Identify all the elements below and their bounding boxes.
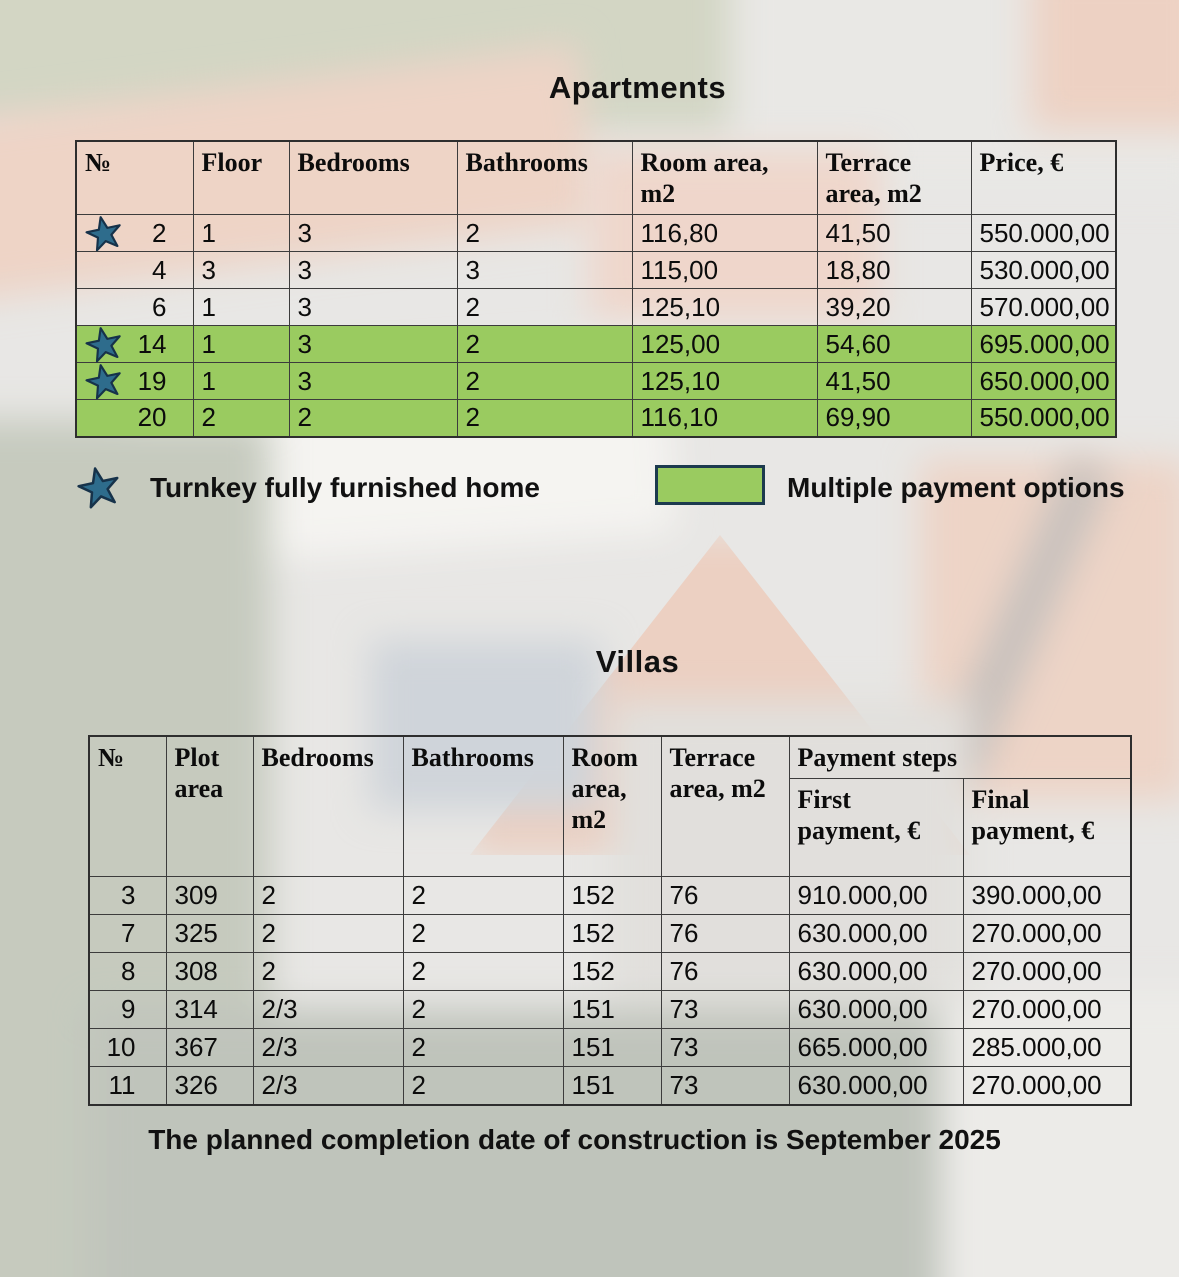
apartment-number: 6	[152, 291, 167, 322]
col-header-floor: Floor	[193, 141, 289, 215]
col-header-bedrooms: Bedrooms	[253, 736, 403, 877]
apt-floor-cell: 3	[193, 252, 289, 289]
apt-floor-cell: 1	[193, 215, 289, 252]
green-legend-label: Multiple payment options	[787, 472, 1125, 503]
col-header-terrace-area: Terrace area, m2	[661, 736, 789, 877]
apt-no-cell	[76, 289, 193, 326]
villa-first-payment-cell: 630.000,00	[789, 1067, 963, 1105]
col-header-payment-steps: Payment steps	[789, 736, 1131, 779]
col-header-bathrooms: Bathrooms	[403, 736, 563, 877]
col-header-no: №	[76, 141, 193, 215]
apartments-table-row	[76, 252, 1116, 289]
villas-table-row	[89, 1029, 1131, 1067]
villa-final-payment-cell: 270.000,00	[963, 915, 1131, 953]
villa-no-cell: 8	[89, 953, 166, 991]
apt-bedrooms-cell: 3	[289, 363, 457, 400]
apt-terrace-area-cell: 39,20	[817, 289, 971, 326]
villa-bathrooms-cell: 2	[403, 1029, 563, 1067]
villas-table-row	[89, 1067, 1131, 1105]
apt-terrace-area-cell: 41,50	[817, 215, 971, 252]
villa-terrace-area-cell: 73	[661, 1067, 789, 1105]
col-header-price: Price, €	[971, 141, 1116, 215]
villas-table-row	[89, 877, 1131, 915]
apartments-table-row	[76, 215, 1116, 252]
villas-table-row	[89, 915, 1131, 953]
apartments-table-row	[76, 289, 1116, 326]
villas-header-row-1	[89, 736, 1131, 779]
col-header-bathrooms: Bathrooms	[457, 141, 632, 215]
apt-no-cell	[76, 252, 193, 289]
apt-room-area-cell: 115,00	[632, 252, 817, 289]
villa-final-payment-cell: 270.000,00	[963, 991, 1131, 1029]
villa-room-area-cell: 151	[563, 1067, 661, 1105]
villa-room-area-cell: 152	[563, 953, 661, 991]
villa-first-payment-cell: 630.000,00	[789, 991, 963, 1029]
apt-floor-cell: 1	[193, 326, 289, 363]
legend	[75, 460, 1135, 514]
apt-room-area-cell: 125,10	[632, 289, 817, 326]
apartments-table-row-highlighted	[76, 363, 1116, 400]
apartment-number: 19	[137, 365, 167, 396]
apt-price-cell: 550.000,00	[971, 400, 1116, 437]
villa-no-cell: 9	[89, 991, 166, 1029]
villa-plot-area-cell: 367	[166, 1029, 253, 1067]
villa-first-payment-cell: 910.000,00	[789, 877, 963, 915]
col-header-no: №	[89, 736, 166, 877]
villa-no-cell: 10	[89, 1029, 166, 1067]
apartments-table	[75, 140, 1117, 438]
apt-bathrooms-cell: 2	[457, 363, 632, 400]
villa-first-payment-cell: 630.000,00	[789, 953, 963, 991]
villa-terrace-area-cell: 76	[661, 915, 789, 953]
villa-terrace-area-cell: 76	[661, 877, 789, 915]
apt-terrace-area-cell: 54,60	[817, 326, 971, 363]
apt-price-cell: 570.000,00	[971, 289, 1116, 326]
villa-bedrooms-cell: 2/3	[253, 1029, 403, 1067]
villas-table-row	[89, 953, 1131, 991]
col-header-plot-area: Plot area	[166, 736, 253, 877]
apartment-number: 2	[152, 217, 167, 248]
villa-bathrooms-cell: 2	[403, 1067, 563, 1105]
villa-plot-area-cell: 308	[166, 953, 253, 991]
villa-room-area-cell: 151	[563, 1029, 661, 1067]
apt-room-area-cell: 125,00	[632, 326, 817, 363]
villa-bathrooms-cell: 2	[403, 877, 563, 915]
col-header-bedrooms: Bedrooms	[289, 141, 457, 215]
col-header-room-area: Room area, m2	[563, 736, 661, 877]
villa-room-area-cell: 152	[563, 877, 661, 915]
villa-plot-area-cell: 309	[166, 877, 253, 915]
apt-floor-cell: 1	[193, 363, 289, 400]
apt-bathrooms-cell: 2	[457, 289, 632, 326]
star-icon	[82, 211, 127, 254]
villa-final-payment-cell: 270.000,00	[963, 953, 1131, 991]
villa-bathrooms-cell: 2	[403, 915, 563, 953]
villa-first-payment-cell: 665.000,00	[789, 1029, 963, 1067]
apartment-number: 4	[152, 254, 167, 285]
villas-table-row	[89, 991, 1131, 1029]
villa-bathrooms-cell: 2	[403, 953, 563, 991]
apt-bathrooms-cell: 2	[457, 400, 632, 437]
villas-title: Villas	[595, 644, 680, 679]
apt-floor-cell: 1	[193, 289, 289, 326]
villa-no-cell: 7	[89, 915, 166, 953]
villa-first-payment-cell: 630.000,00	[789, 915, 963, 953]
apt-bedrooms-cell: 3	[289, 289, 457, 326]
apt-no-cell	[76, 363, 193, 400]
villa-plot-area-cell: 325	[166, 915, 253, 953]
villa-bedrooms-cell: 2	[253, 877, 403, 915]
apartments-header-row	[76, 141, 1116, 215]
villas-table	[88, 735, 1132, 1106]
apt-price-cell: 550.000,00	[971, 215, 1116, 252]
villa-plot-area-cell: 326	[166, 1067, 253, 1105]
apt-price-cell: 650.000,00	[971, 363, 1116, 400]
apt-bedrooms-cell: 3	[289, 252, 457, 289]
completion-note: The planned completion date of construction is September 2025	[148, 1124, 1001, 1155]
apt-no-cell	[76, 215, 193, 252]
apartment-number: 20	[137, 402, 167, 433]
apt-room-area-cell: 116,80	[632, 215, 817, 252]
apartments-table-row-highlighted	[76, 400, 1116, 437]
star-icon	[82, 359, 127, 402]
apt-bathrooms-cell: 2	[457, 326, 632, 363]
apartments-table-row-highlighted	[76, 326, 1116, 363]
apt-no-cell	[76, 400, 193, 437]
villa-terrace-area-cell: 73	[661, 1029, 789, 1067]
star-icon	[73, 462, 125, 512]
villa-bedrooms-cell: 2/3	[253, 1067, 403, 1105]
apt-price-cell: 695.000,00	[971, 326, 1116, 363]
apt-terrace-area-cell: 69,90	[817, 400, 971, 437]
col-header-terrace-area: Terrace area, m2	[817, 141, 971, 215]
villa-final-payment-cell: 285.000,00	[963, 1029, 1131, 1067]
col-header-room-area: Room area, m2	[632, 141, 817, 215]
col-header-final-payment: Final payment, €	[963, 779, 1131, 877]
apt-bedrooms-cell: 2	[289, 400, 457, 437]
apt-bedrooms-cell: 3	[289, 215, 457, 252]
villa-bedrooms-cell: 2/3	[253, 991, 403, 1029]
villa-bedrooms-cell: 2	[253, 915, 403, 953]
villa-terrace-area-cell: 73	[661, 991, 789, 1029]
villa-bedrooms-cell: 2	[253, 953, 403, 991]
villa-room-area-cell: 151	[563, 991, 661, 1029]
apt-price-cell: 530.000,00	[971, 252, 1116, 289]
apartment-number: 14	[137, 328, 167, 359]
villa-plot-area-cell: 314	[166, 991, 253, 1029]
apt-no-cell	[76, 326, 193, 363]
star-legend-label: Turnkey fully furnished home	[150, 472, 540, 503]
villa-terrace-area-cell: 76	[661, 953, 789, 991]
apt-bedrooms-cell: 3	[289, 326, 457, 363]
apt-room-area-cell: 125,10	[632, 363, 817, 400]
apt-terrace-area-cell: 41,50	[817, 363, 971, 400]
villa-final-payment-cell: 270.000,00	[963, 1067, 1131, 1105]
villa-bathrooms-cell: 2	[403, 991, 563, 1029]
villa-no-cell: 11	[89, 1067, 166, 1105]
col-header-first-payment: First payment, €	[789, 779, 963, 877]
star-icon	[82, 322, 127, 365]
apt-terrace-area-cell: 18,80	[817, 252, 971, 289]
apt-bathrooms-cell: 2	[457, 215, 632, 252]
apt-floor-cell: 2	[193, 400, 289, 437]
villa-room-area-cell: 152	[563, 915, 661, 953]
villa-no-cell: 3	[89, 877, 166, 915]
apartments-title: Apartments	[548, 70, 727, 105]
green-swatch	[655, 465, 765, 505]
apt-room-area-cell: 116,10	[632, 400, 817, 437]
apt-bathrooms-cell: 3	[457, 252, 632, 289]
villa-final-payment-cell: 390.000,00	[963, 877, 1131, 915]
